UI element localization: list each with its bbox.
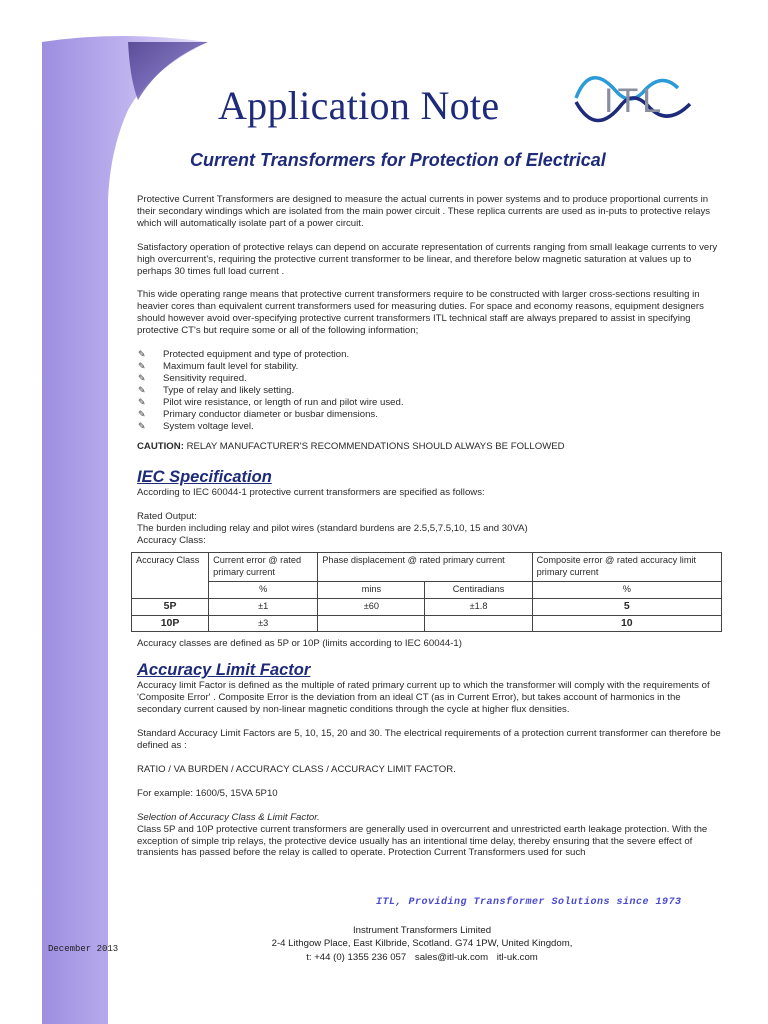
footer-address: 2-4 Lithgow Place, East Kilbride, Scotland. G74 1PW, United Kingdom, [271, 938, 573, 950]
footer-company: Instrument Transformers Limited [352, 925, 492, 936]
footer-date: December 2013 [48, 944, 119, 954]
list-item: ✎ Maximum fault level for stability. [138, 360, 299, 372]
caution-label: CAUTION: [137, 441, 184, 453]
company-tagline: ITL, Providing Transformer Solutions since 1973 [376, 897, 682, 908]
accuracy-table [131, 552, 722, 633]
alf-paragraph: Accuracy limit Factor is defined as the multiple of rated primary current up to which the transformer will comply with the requirements of 'Composite Error' . Composite Error is the deviation from an ideal CT (as in Current Error), but takes account of harmonics in the secondary current caused by non-linear magnetic conditions through the cycle at higher flux densities. [137, 680, 710, 716]
table-cell: ±3 [209, 615, 318, 632]
table-cell [318, 615, 425, 632]
footer-email-link[interactable]: sales@itl-uk.com [414, 951, 489, 963]
list-item: ✎ Sensitivity required. [138, 372, 247, 384]
alf-example: For example: 1600/5, 15VA 5P10 [137, 787, 278, 799]
table-row [132, 615, 722, 632]
document-subtitle: Current Transformers for Protection of Electrical [190, 150, 606, 170]
caution-note [137, 441, 722, 453]
list-item: ✎ Pilot wire resistance, or length of run and pilot wire used. [138, 396, 404, 408]
intro-paragraph: Protective Current Transformers are designed to measure the actual currents in power systems and to produce proportional currents in their secondary windings which are isolated from the main power circuit . These replica currents are used as in-puts to protective relays which will automatically isolate part of a power circuit. [137, 194, 711, 229]
alf-paragraph: Standard Accuracy Limit Factors are 5, 10, 15, 20 and 30. The electrical requirements of a protection current transformer can therefore be defined as : [137, 728, 721, 751]
table-cell: 10 [532, 615, 721, 632]
table-unit: % [532, 581, 721, 598]
itl-logo [570, 68, 700, 128]
accuracy-class-label: Accuracy Class: [137, 535, 206, 547]
bullet-icon: ✎ [138, 420, 146, 431]
selection-heading: Selection of Accuracy Class & Limit Factor. [137, 811, 320, 823]
rated-output-label: Rated Output: [137, 511, 197, 523]
bullet-icon: ✎ [138, 408, 146, 419]
table-header: Current error @ rated primary current [209, 552, 318, 581]
table-cell: ±1 [209, 598, 318, 615]
table-cell: ±1.8 [425, 598, 532, 615]
table-unit: Centiradians [425, 581, 532, 598]
accuracy-class-note: Accuracy classes are defined as 5P or 10P (limits according to IEC 60044-1) [137, 638, 462, 650]
list-item: ✎ System voltage level. [138, 420, 254, 432]
bullet-icon: ✎ [138, 396, 146, 407]
table-units-row [132, 581, 722, 598]
table-header: Composite error @ rated accuracy limit primary current [532, 552, 721, 581]
intro-paragraph: Satisfactory operation of protective relays can depend on accurate representation of currents ranging from small leakage currents to very high overcurrent's, requiring the protective current transformer to be linear, and therefore below magnetic saturation at values up to perhaps 30 times full load current . [137, 241, 718, 277]
table-header-row [132, 552, 722, 581]
footer-web-link[interactable]: itl-uk.com [496, 951, 538, 963]
list-item: ✎ Protected equipment and type of protection. [138, 349, 350, 361]
footer [232, 924, 612, 964]
caution-text: RELAY MANUFACTURER'S RECOMMENDATIONS SHOULD ALWAYS BE FOLLOWED [183, 441, 565, 453]
table-cell: 5P [132, 598, 209, 615]
document-body [137, 194, 722, 871]
iec-heading: IEC Specification [137, 468, 272, 487]
bullet-icon: ✎ [138, 360, 146, 371]
table-cell: 10P [132, 615, 209, 632]
bullet-icon: ✎ [138, 372, 146, 383]
svg-text:ITL: ITL [604, 82, 666, 120]
table-cell: 5 [532, 598, 721, 615]
table-unit: % [209, 581, 318, 598]
iec-intro: According to IEC 60044-1 protective current transformers are specified as follows: [137, 487, 485, 499]
rated-output-text: The burden including relay and pilot wires (standard burdens are 2.5,5,7.5,10, 15 and 30VA) [137, 523, 528, 535]
alf-heading: Accuracy Limit Factor [137, 661, 311, 680]
table-unit: mins [318, 581, 425, 598]
bullet-icon: ✎ [138, 384, 146, 395]
list-item: ✎ Type of relay and likely setting. [138, 384, 295, 396]
table-header: Phase displacement @ rated primary current [318, 552, 532, 581]
footer-contacts [232, 951, 612, 964]
alf-paragraph: RATIO / VA BURDEN / ACCURACY CLASS / ACCURACY LIMIT FACTOR. [137, 763, 456, 775]
intro-paragraph: This wide operating range means that protective current transformers require to be constructed with larger cross-sections resulting in heavier cores than equivalent current transformers used for measuring duties. For space and economy reasons, equipment designers should however avoid over-specifying protective current transformers ITL technical staff are always prepared to assist in specifying protective CT's but require some or all of the following information; [137, 289, 704, 337]
bullet-icon: ✎ [138, 349, 146, 360]
table-row [132, 598, 722, 615]
table-header: Accuracy Class [132, 552, 209, 598]
alf-paragraph: Class 5P and 10P protective current transformers are generally used in overcurrent and unrestricted earth leakage protection. With the exception of simple trip relays, the protective device usually has an intentional time delay, thereby ensuring that the severe effect of transients has passed before the relay is called to operate. Protection Current Transformers used for such [137, 823, 708, 859]
list-item: ✎ Primary conductor diameter or busbar dimensions. [138, 408, 378, 420]
requirements-list [137, 349, 722, 432]
page-title: Application Note [218, 83, 500, 128]
table-cell [425, 615, 532, 632]
table-cell: ±60 [318, 598, 425, 615]
footer-phone: t: +44 (0) 1355 236 057 [306, 951, 407, 963]
